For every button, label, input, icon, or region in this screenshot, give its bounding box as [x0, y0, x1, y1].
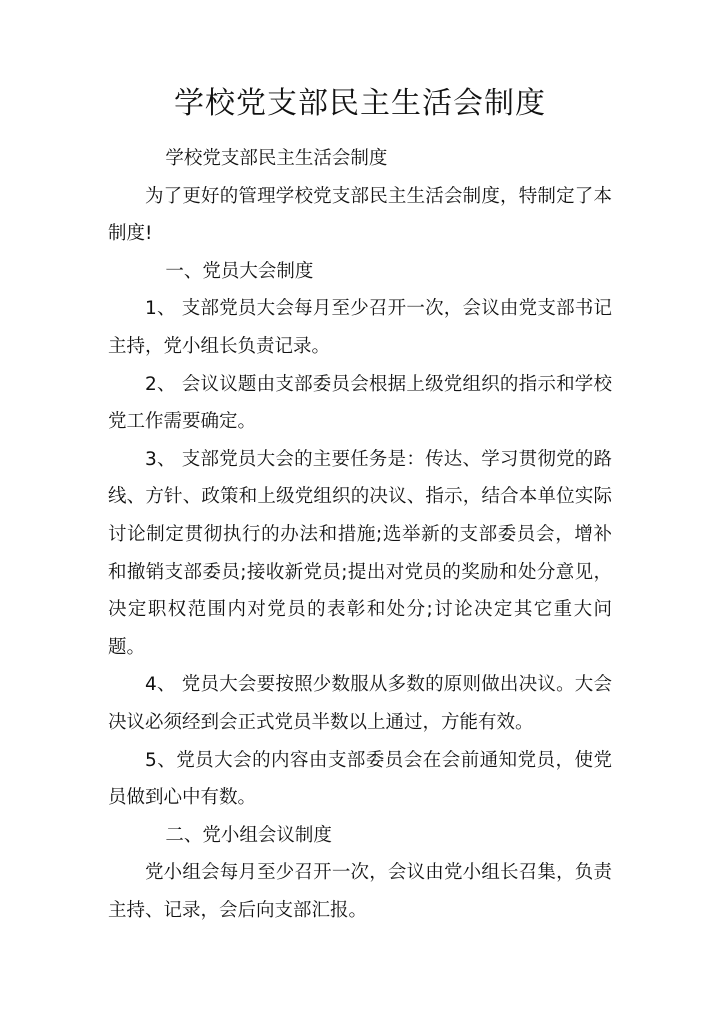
paragraph-item-5: 5、党员大会的内容由支部委员会在会前通知党员，使党员做到心中有数。: [108, 749, 612, 809]
paragraph-item-4: 4、 党员大会要按照少数服从多数的原则做出决议。大会决议必须经到会正式党员半数以上通过，方能有效。: [108, 674, 612, 733]
paragraph-item-3: 3、 支部党员大会的主要任务是：传达、学习贯彻党的路线、方针、政策和上级党组织的决议、指示，结合本单位实际讨论制定贯彻执行的办法和措施;选举新的支部委员会，增补和撤销支部委员;接收新党员;提出对党员的奖励和处分意见，决定职权范围内对党员的表彰和处分;讨论决定其它重大问题。: [108, 448, 612, 658]
paragraph-item-2: 2、 会议议题由支部委员会根据上级党组织的指示和学校党工作需要确定。: [108, 373, 612, 433]
paragraph-item-1: 1、 支部党员大会每月至少召开一次，会议由党支部书记主持，党小组长负责记录。: [108, 298, 612, 357]
section-heading-1: 一、党员大会制度: [165, 260, 314, 282]
document-title: 学校党支部民主生活会制度: [174, 86, 546, 121]
section-heading-2: 二、党小组会议制度: [165, 824, 332, 846]
paragraph-group-meeting: 党小组会每月至少召开一次，会议由党小组长召集，负责主持、记录，会后向支部汇报。: [108, 862, 612, 921]
paragraph-intro: 为了更好的管理学校党支部民主生活会制度，特制定了本制度!: [108, 185, 612, 245]
document-subtitle: 学校党支部民主生活会制度: [165, 148, 388, 169]
document-body: [108, 140, 612, 929]
